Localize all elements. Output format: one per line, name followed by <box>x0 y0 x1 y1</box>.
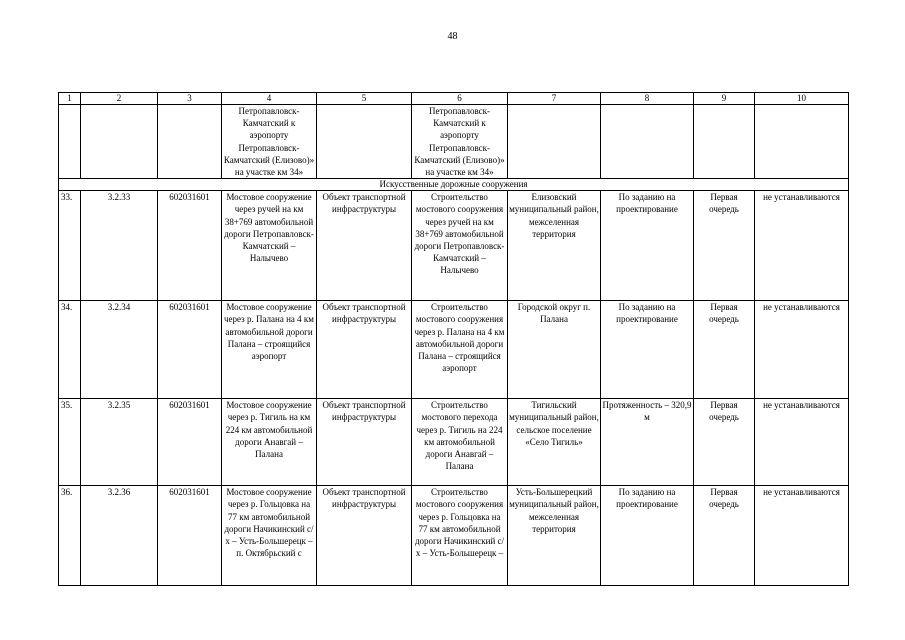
header-cell: 5 <box>317 93 412 105</box>
purpose-cell: Петропавловск-Камчатский к аэропорту Петропавловск-Камчатский (Елизово)» на участке км 34» <box>412 105 508 179</box>
cell-empty <box>158 105 222 179</box>
purpose-cell: Строительство мостового сооружения через ручей на км 38+769 автомобильной дороги Петропавловск-Камчатский – Налычево <box>412 191 508 301</box>
row-number-cell: 33. <box>59 191 81 301</box>
code-cell: 3.2.36 <box>81 486 158 586</box>
object-type-cell: Объект транспортной инфраструктуры <box>317 399 412 486</box>
cell-empty <box>755 105 849 179</box>
object-type-cell: Объект транспортной инфраструктуры <box>317 486 412 586</box>
cell-empty <box>81 105 158 179</box>
classifier-cell: 602031601 <box>158 301 222 399</box>
object-name-cell: Мостовое сооружение через р. Гольцовка на 77 км автомобильной дороги Начикинский с/х – Усть-Большерецк – п. Октябрьский с <box>222 486 317 586</box>
header-row <box>59 93 849 105</box>
header-cell: 8 <box>601 93 694 105</box>
location-cell: Елизовский муниципальный район, межселенная территория <box>508 191 601 301</box>
object-name-cell: Мостовое сооружение через ручей на км 38+769 автомобильной дороги Петропавловск-Камчатский – Налычево <box>222 191 317 301</box>
location-cell: Тигильский муниципальный район, сельское поселение «Село Тигиль» <box>508 399 601 486</box>
location-cell: Усть-Большерецкий муниципальный район, межселенная территория <box>508 486 601 586</box>
characteristics-cell: По заданию на проектирование <box>601 191 694 301</box>
object-name-cell: Петропавловск-Камчатский к аэропорту Петропавловск-Камчатский (Елизово)» на участке км 34» <box>222 105 317 179</box>
row-number-cell: 35. <box>59 399 81 486</box>
classifier-cell: 602031601 <box>158 486 222 586</box>
header-cell: 2 <box>81 93 158 105</box>
header-cell: 9 <box>694 93 755 105</box>
purpose-cell: Строительство мостового сооружения через р. Гольцовка на 77 км автомобильной дороги Начикинский с/х – Усть-Большерецк – <box>412 486 508 586</box>
zones-cell: не устанавливаются <box>755 301 849 399</box>
table-row <box>59 301 849 399</box>
object-type-cell: Объект транспортной инфраструктуры <box>317 301 412 399</box>
object-name-cell: Мостовое сооружение через р. Тигиль на км 224 км автомобильной дороги Анавгай – Палана <box>222 399 317 486</box>
code-cell: 3.2.35 <box>81 399 158 486</box>
objects-table <box>58 92 849 586</box>
stage-cell: Первая очередь <box>694 301 755 399</box>
cell-empty <box>508 105 601 179</box>
stage-cell: Первая очередь <box>694 191 755 301</box>
row-number-cell: 36. <box>59 486 81 586</box>
section-title: Искусственные дорожные сооружения <box>59 179 849 191</box>
cell-empty <box>601 105 694 179</box>
zones-cell: не устанавливаются <box>755 191 849 301</box>
characteristics-cell: Протяженность – 320,9 м <box>601 399 694 486</box>
characteristics-cell: По заданию на проектирование <box>601 486 694 586</box>
object-name-cell: Мостовое сооружение через р. Палана на 4 км автомобильной дороги Палана – строящийся аэропорт <box>222 301 317 399</box>
header-cell: 3 <box>158 93 222 105</box>
object-type-cell: Объект транспортной инфраструктуры <box>317 191 412 301</box>
table-row <box>59 191 849 301</box>
row-number-cell: 34. <box>59 301 81 399</box>
stage-cell: Первая очередь <box>694 399 755 486</box>
header-cell: 1 <box>59 93 81 105</box>
section-row <box>59 179 849 191</box>
table-row <box>59 399 849 486</box>
cell-empty <box>59 105 81 179</box>
code-cell: 3.2.33 <box>81 191 158 301</box>
zones-cell: не устанавливаются <box>755 486 849 586</box>
code-cell: 3.2.34 <box>81 301 158 399</box>
table-row <box>59 486 849 586</box>
header-cell: 10 <box>755 93 849 105</box>
cell-empty <box>694 105 755 179</box>
header-cell: 4 <box>222 93 317 105</box>
zones-cell: не устанавливаются <box>755 399 849 486</box>
header-cell: 6 <box>412 93 508 105</box>
purpose-cell: Строительство мостового сооружения через р. Палана на 4 км автомобильной дороги Палана – строящийся аэропорт <box>412 301 508 399</box>
characteristics-cell: По заданию на проектирование <box>601 301 694 399</box>
stage-cell: Первая очередь <box>694 486 755 586</box>
cell-empty <box>317 105 412 179</box>
purpose-cell: Строительство мостового перехода через р. Тигиль на 224 км автомобильной дороги Анавгай – Палана <box>412 399 508 486</box>
page-number: 48 <box>447 31 458 42</box>
classifier-cell: 602031601 <box>158 399 222 486</box>
continuation-row <box>59 105 849 179</box>
header-cell: 7 <box>508 93 601 105</box>
location-cell: Городской округ п. Палана <box>508 301 601 399</box>
classifier-cell: 602031601 <box>158 191 222 301</box>
